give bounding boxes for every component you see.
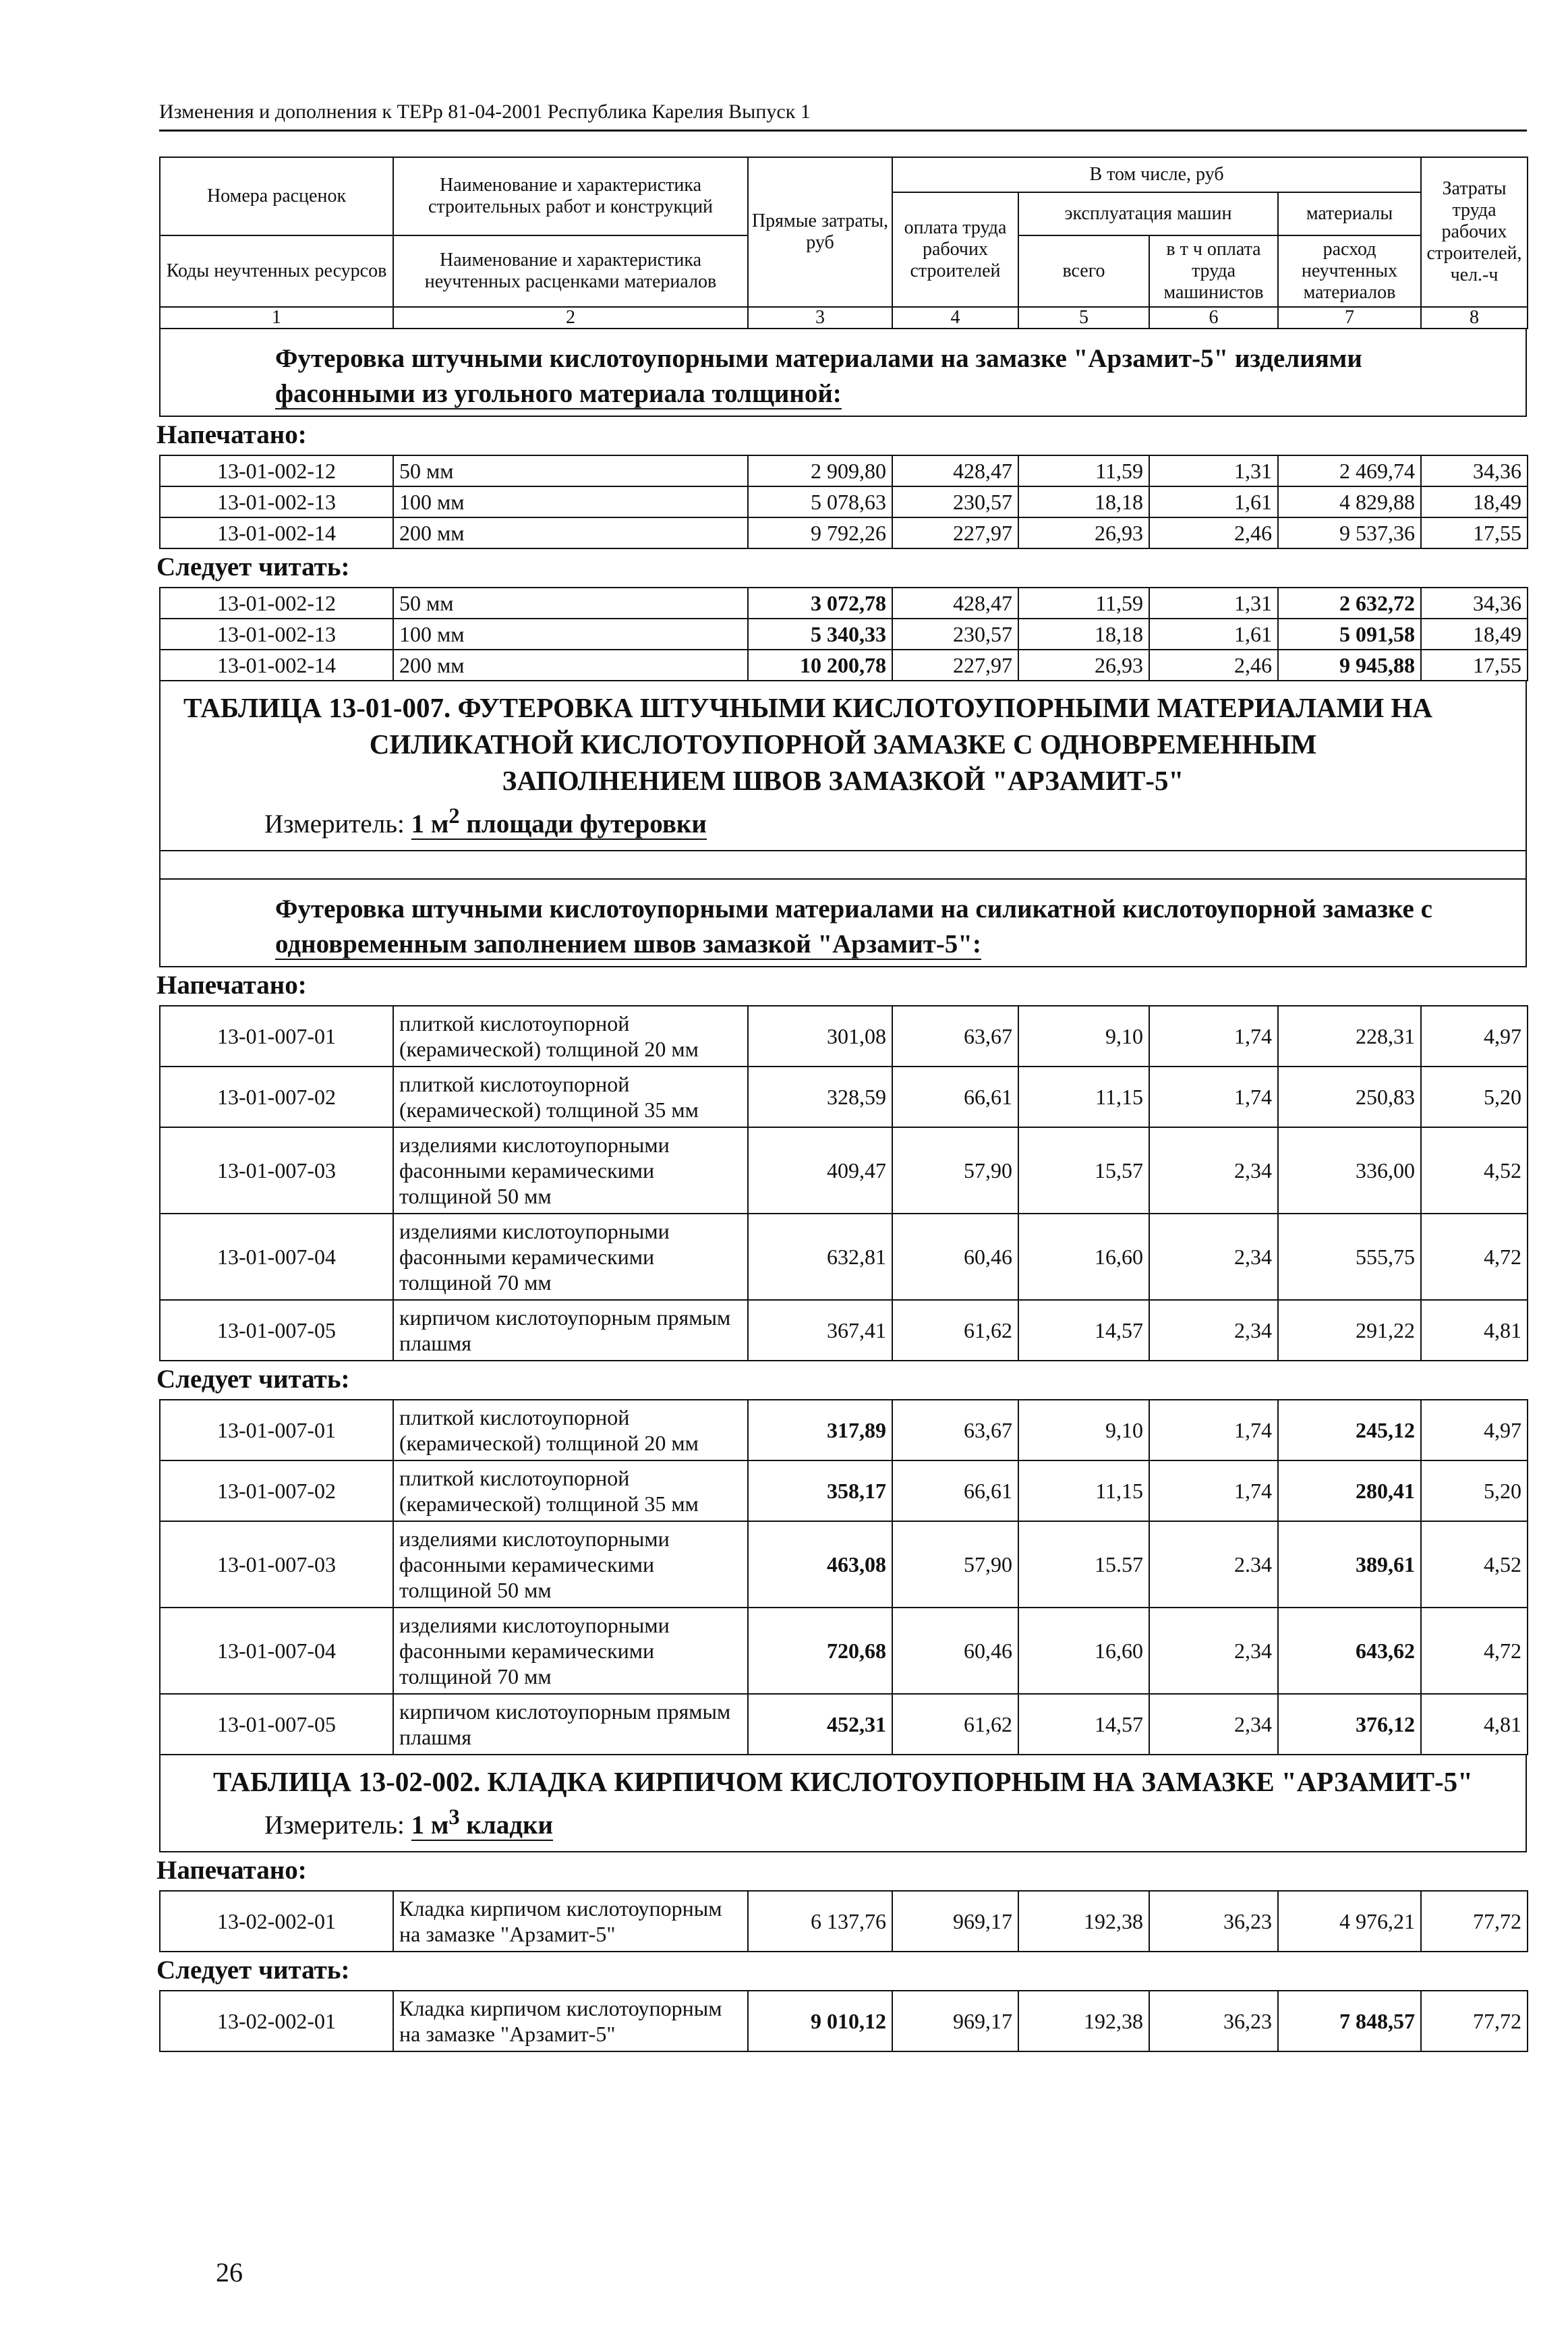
machinist-wages: 1,74 bbox=[1149, 1400, 1278, 1460]
rate-code: 13-01-002-14 bbox=[160, 650, 393, 681]
machine-total: 9,10 bbox=[1018, 1400, 1149, 1460]
spacer bbox=[159, 851, 1527, 878]
table-row bbox=[160, 517, 1528, 548]
worker-wages: 969,17 bbox=[892, 1991, 1018, 2051]
labor-hours: 4,81 bbox=[1421, 1694, 1528, 1755]
machinist-wages: 2,34 bbox=[1149, 1127, 1278, 1214]
machine-total: 14,57 bbox=[1018, 1300, 1149, 1361]
rates-table bbox=[159, 1005, 1528, 1361]
worker-wages: 66,61 bbox=[892, 1067, 1018, 1127]
table-title-line: СИЛИКАТНОЙ КИСЛОТОУПОРНОЙ ЗАМАЗКЕ С ОДНОВРЕМЕННЫМ bbox=[369, 729, 1317, 760]
machine-total: 192,38 bbox=[1018, 1891, 1149, 1952]
direct-costs: 632,81 bbox=[748, 1214, 892, 1300]
header-col-number: 8 bbox=[1421, 307, 1528, 329]
worker-wages: 428,47 bbox=[892, 455, 1018, 486]
materials-cost: 250,83 bbox=[1278, 1067, 1421, 1127]
read-as-label: Следует читать: bbox=[156, 1365, 350, 1394]
machine-total: 18,18 bbox=[1018, 619, 1149, 650]
machine-total: 11,59 bbox=[1018, 588, 1149, 619]
rates-table bbox=[159, 587, 1528, 681]
machinist-wages: 1,74 bbox=[1149, 1067, 1278, 1127]
work-description: изделиями кислотоупорными фасонными керамическими толщиной 70 мм bbox=[393, 1214, 748, 1300]
direct-costs: 6 137,76 bbox=[748, 1891, 892, 1952]
rate-code: 13-02-002-01 bbox=[160, 1991, 393, 2051]
machine-total: 15.57 bbox=[1018, 1521, 1149, 1608]
materials-cost: 280,41 bbox=[1278, 1460, 1421, 1521]
rates-table bbox=[159, 455, 1528, 549]
machinist-wages: 1,61 bbox=[1149, 619, 1278, 650]
direct-costs: 409,47 bbox=[748, 1127, 892, 1214]
direct-costs: 317,89 bbox=[748, 1400, 892, 1460]
header-machine-operation: эксплуатация машин bbox=[1018, 192, 1278, 235]
measure-suffix: кладки bbox=[466, 1811, 553, 1840]
header-worker-wages: оплата труда рабочих строителей bbox=[892, 192, 1018, 307]
materials-cost: 9 945,88 bbox=[1278, 650, 1421, 681]
header-col-number: 4 bbox=[892, 307, 1018, 329]
machine-total: 16,60 bbox=[1018, 1214, 1149, 1300]
labor-hours: 4,97 bbox=[1421, 1400, 1528, 1460]
rate-code: 13-02-002-01 bbox=[160, 1891, 393, 1952]
rate-code: 13-01-007-04 bbox=[160, 1214, 393, 1300]
rates-table bbox=[159, 1890, 1528, 1952]
machinist-wages: 2,46 bbox=[1149, 650, 1278, 681]
header-work-name: Наименование и характеристика строительных работ и конструкций bbox=[393, 157, 748, 235]
header-col-number: 7 bbox=[1278, 307, 1421, 329]
machine-total: 15,57 bbox=[1018, 1127, 1149, 1214]
materials-cost: 5 091,58 bbox=[1278, 619, 1421, 650]
labor-hours: 34,36 bbox=[1421, 588, 1528, 619]
machine-total: 26,93 bbox=[1018, 517, 1149, 548]
machine-total: 192,38 bbox=[1018, 1991, 1149, 2051]
rate-code: 13-01-007-01 bbox=[160, 1400, 393, 1460]
direct-costs: 9 010,12 bbox=[748, 1991, 892, 2051]
machine-total: 11,15 bbox=[1018, 1460, 1149, 1521]
worker-wages: 60,46 bbox=[892, 1608, 1018, 1694]
table-title-line: ТАБЛИЦА 13-02-002. КЛАДКА КИРПИЧОМ КИСЛОТОУПОРНЫМ НА ЗАМАЗКЕ "АРЗАМИТ-5" bbox=[213, 1766, 1473, 1797]
materials-cost: 336,00 bbox=[1278, 1127, 1421, 1214]
labor-hours: 17,55 bbox=[1421, 517, 1528, 548]
work-description: плиткой кислотоупорной (керамической) толщиной 35 мм bbox=[393, 1067, 748, 1127]
direct-costs: 9 792,26 bbox=[748, 517, 892, 548]
header-col-number: 3 bbox=[748, 307, 892, 329]
work-description: изделиями кислотоупорными фасонными керамическими толщиной 50 мм bbox=[393, 1127, 748, 1214]
column-header-table bbox=[159, 157, 1528, 329]
labor-hours: 34,36 bbox=[1421, 455, 1528, 486]
worker-wages: 61,62 bbox=[892, 1694, 1018, 1755]
measure-unit bbox=[167, 1800, 1519, 1843]
machinist-wages: 2,46 bbox=[1149, 517, 1278, 548]
document-page bbox=[156, 157, 1527, 2052]
materials-cost: 4 829,88 bbox=[1278, 486, 1421, 517]
table-title bbox=[167, 689, 1519, 799]
section-heading-line: Футеровка штучными кислотоупорными материалами на замазке "Арзамит-5" изделиями bbox=[275, 344, 1362, 373]
measure-sup: 2 bbox=[448, 804, 460, 828]
machine-total: 11,59 bbox=[1018, 455, 1149, 486]
rate-code: 13-01-007-03 bbox=[160, 1127, 393, 1214]
direct-costs: 358,17 bbox=[748, 1460, 892, 1521]
worker-wages: 60,46 bbox=[892, 1214, 1018, 1300]
work-description: плиткой кислотоупорной (керамической) толщиной 35 мм bbox=[393, 1460, 748, 1521]
labor-hours: 4,97 bbox=[1421, 1006, 1528, 1067]
table-row bbox=[160, 1694, 1528, 1755]
table-row bbox=[160, 1067, 1528, 1127]
rate-code: 13-01-007-02 bbox=[160, 1460, 393, 1521]
direct-costs: 2 909,80 bbox=[748, 455, 892, 486]
direct-costs: 463,08 bbox=[748, 1521, 892, 1608]
header-col-number: 1 bbox=[160, 307, 393, 329]
measure-prefix: Измеритель: bbox=[264, 810, 405, 839]
printed-label: Напечатано: bbox=[156, 420, 307, 449]
table-title-block bbox=[159, 1755, 1527, 1852]
machine-total: 14,57 bbox=[1018, 1694, 1149, 1755]
table-row bbox=[160, 1400, 1528, 1460]
materials-cost: 555,75 bbox=[1278, 1214, 1421, 1300]
work-description: плиткой кислотоупорной (керамической) толщиной 20 мм bbox=[393, 1400, 748, 1460]
header-machinist-wages: в т ч оплата труда машинистов bbox=[1149, 235, 1278, 307]
work-description: 100 мм bbox=[393, 486, 748, 517]
work-description: Кладка кирпичом кислотоупорным на замазке "Арзамит-5" bbox=[393, 1891, 748, 1952]
rate-code: 13-01-002-12 bbox=[160, 455, 393, 486]
labor-hours: 4,72 bbox=[1421, 1608, 1528, 1694]
header-labor-hours: Затраты труда рабочих строителей, чел.-ч bbox=[1421, 157, 1528, 307]
section-heading-line: одновременным заполнением швов замазкой "Арзамит-5": bbox=[275, 930, 981, 959]
labor-hours: 4,81 bbox=[1421, 1300, 1528, 1361]
work-description: 200 мм bbox=[393, 517, 748, 548]
machinist-wages: 2,34 bbox=[1149, 1694, 1278, 1755]
direct-costs: 301,08 bbox=[748, 1006, 892, 1067]
worker-wages: 66,61 bbox=[892, 1460, 1018, 1521]
labor-hours: 77,72 bbox=[1421, 1891, 1528, 1952]
work-description: кирпичом кислотоупорным прямым плашмя bbox=[393, 1300, 748, 1361]
worker-wages: 227,97 bbox=[892, 517, 1018, 548]
page-number: 26 bbox=[216, 2257, 243, 2288]
worker-wages: 230,57 bbox=[892, 486, 1018, 517]
worker-wages: 227,97 bbox=[892, 650, 1018, 681]
table-row bbox=[160, 486, 1528, 517]
work-description: 50 мм bbox=[393, 588, 748, 619]
work-description: плиткой кислотоупорной (керамической) толщиной 20 мм bbox=[393, 1006, 748, 1067]
machinist-wages: 2.34 bbox=[1149, 1521, 1278, 1608]
machine-total: 11,15 bbox=[1018, 1067, 1149, 1127]
header-resource-codes: Коды неучтенных ресурсов bbox=[160, 235, 393, 307]
materials-cost: 9 537,36 bbox=[1278, 517, 1421, 548]
header-col-number: 2 bbox=[393, 307, 748, 329]
rates-table bbox=[159, 1399, 1528, 1755]
work-description: 200 мм bbox=[393, 650, 748, 681]
measure-unit bbox=[167, 799, 1519, 842]
direct-costs: 452,31 bbox=[748, 1694, 892, 1755]
rate-code: 13-01-007-05 bbox=[160, 1694, 393, 1755]
direct-costs: 328,59 bbox=[748, 1067, 892, 1127]
materials-cost: 7 848,57 bbox=[1278, 1991, 1421, 2051]
table-title-line: ТАБЛИЦА 13-01-007. ФУТЕРОВКА ШТУЧНЫМИ КИСЛОТОУПОРНЫМИ МАТЕРИАЛАМИ НА bbox=[183, 692, 1432, 723]
table-row bbox=[160, 1608, 1528, 1694]
header-materials: материалы bbox=[1278, 192, 1421, 235]
table-title-line: ЗАПОЛНЕНИЕМ ШВОВ ЗАМАЗКОЙ "АРЗАМИТ-5" bbox=[502, 765, 1184, 796]
work-description: кирпичом кислотоупорным прямым плашмя bbox=[393, 1694, 748, 1755]
header-material-name: Наименование и характеристика неучтенных расценками материалов bbox=[393, 235, 748, 307]
header-col-number: 6 bbox=[1149, 307, 1278, 329]
rate-code: 13-01-007-02 bbox=[160, 1067, 393, 1127]
machine-total: 26,93 bbox=[1018, 650, 1149, 681]
table-row bbox=[160, 1300, 1528, 1361]
measure-value: 1 м bbox=[411, 810, 449, 839]
machinist-wages: 2,34 bbox=[1149, 1214, 1278, 1300]
section-heading bbox=[159, 878, 1527, 967]
materials-cost: 376,12 bbox=[1278, 1694, 1421, 1755]
labor-hours: 77,72 bbox=[1421, 1991, 1528, 2051]
worker-wages: 428,47 bbox=[892, 588, 1018, 619]
rate-code: 13-01-007-04 bbox=[160, 1608, 393, 1694]
machinist-wages: 1,74 bbox=[1149, 1460, 1278, 1521]
rate-code: 13-01-002-13 bbox=[160, 486, 393, 517]
direct-costs: 5 078,63 bbox=[748, 486, 892, 517]
machinist-wages: 1,61 bbox=[1149, 486, 1278, 517]
machine-total: 16,60 bbox=[1018, 1608, 1149, 1694]
work-description: изделиями кислотоупорными фасонными керамическими толщиной 50 мм bbox=[393, 1521, 748, 1608]
measure-value: 1 м bbox=[411, 1811, 449, 1840]
worker-wages: 57,90 bbox=[892, 1127, 1018, 1214]
materials-cost: 643,62 bbox=[1278, 1608, 1421, 1694]
direct-costs: 10 200,78 bbox=[748, 650, 892, 681]
materials-cost: 4 976,21 bbox=[1278, 1891, 1421, 1952]
table-title-block bbox=[159, 681, 1527, 851]
materials-cost: 245,12 bbox=[1278, 1400, 1421, 1460]
materials-cost: 2 469,74 bbox=[1278, 455, 1421, 486]
machinist-wages: 36,23 bbox=[1149, 1891, 1278, 1952]
machinist-wages: 1,74 bbox=[1149, 1006, 1278, 1067]
materials-cost: 2 632,72 bbox=[1278, 588, 1421, 619]
rates-table bbox=[159, 1990, 1528, 2052]
labor-hours: 4,52 bbox=[1421, 1521, 1528, 1608]
direct-costs: 3 072,78 bbox=[748, 588, 892, 619]
machinist-wages: 36,23 bbox=[1149, 1991, 1278, 2051]
work-description: изделиями кислотоупорными фасонными керамическими толщиной 70 мм bbox=[393, 1608, 748, 1694]
table-row bbox=[160, 1460, 1528, 1521]
header-material-consumption: расход неучтенных материалов bbox=[1278, 235, 1421, 307]
labor-hours: 5,20 bbox=[1421, 1067, 1528, 1127]
section-heading-line: Футеровка штучными кислотоупорными материалами на силикатной кислотоупорной замазке с bbox=[275, 895, 1432, 924]
worker-wages: 63,67 bbox=[892, 1400, 1018, 1460]
table-row bbox=[160, 1006, 1528, 1067]
rate-code: 13-01-002-12 bbox=[160, 588, 393, 619]
work-description: Кладка кирпичом кислотоупорным на замазке "Арзамит-5" bbox=[393, 1991, 748, 2051]
read-as-label: Следует читать: bbox=[156, 1956, 350, 1985]
table-row bbox=[160, 455, 1528, 486]
table-row bbox=[160, 588, 1528, 619]
direct-costs: 5 340,33 bbox=[748, 619, 892, 650]
machine-total: 9,10 bbox=[1018, 1006, 1149, 1067]
labor-hours: 4,72 bbox=[1421, 1214, 1528, 1300]
machinist-wages: 1,31 bbox=[1149, 588, 1278, 619]
table-row bbox=[160, 1214, 1528, 1300]
rate-code: 13-01-002-14 bbox=[160, 517, 393, 548]
labor-hours: 5,20 bbox=[1421, 1460, 1528, 1521]
worker-wages: 63,67 bbox=[892, 1006, 1018, 1067]
measure-prefix: Измеритель: bbox=[264, 1811, 405, 1840]
table-row bbox=[160, 1991, 1528, 2051]
materials-cost: 228,31 bbox=[1278, 1006, 1421, 1067]
worker-wages: 230,57 bbox=[892, 619, 1018, 650]
table-title bbox=[167, 1763, 1519, 1800]
machine-total: 18,18 bbox=[1018, 486, 1149, 517]
direct-costs: 367,41 bbox=[748, 1300, 892, 1361]
machinist-wages: 1,31 bbox=[1149, 455, 1278, 486]
header-direct-costs: Прямые затраты, руб bbox=[748, 157, 892, 307]
machinist-wages: 2,34 bbox=[1149, 1608, 1278, 1694]
rate-code: 13-01-007-01 bbox=[160, 1006, 393, 1067]
measure-suffix: площади футеровки bbox=[466, 810, 707, 839]
printed-label: Напечатано: bbox=[156, 971, 307, 1000]
labor-hours: 17,55 bbox=[1421, 650, 1528, 681]
work-description: 50 мм bbox=[393, 455, 748, 486]
rate-code: 13-01-007-05 bbox=[160, 1300, 393, 1361]
measure-sup: 3 bbox=[448, 1805, 460, 1829]
worker-wages: 57,90 bbox=[892, 1521, 1018, 1608]
rate-code: 13-01-002-13 bbox=[160, 619, 393, 650]
materials-cost: 389,61 bbox=[1278, 1521, 1421, 1608]
labor-hours: 18,49 bbox=[1421, 486, 1528, 517]
worker-wages: 969,17 bbox=[892, 1891, 1018, 1952]
read-as-label: Следует читать: bbox=[156, 552, 350, 581]
header-machine-total: всего bbox=[1018, 235, 1149, 307]
table-row bbox=[160, 1891, 1528, 1952]
table-row bbox=[160, 1127, 1528, 1214]
table-row bbox=[160, 1521, 1528, 1608]
rate-code: 13-01-007-03 bbox=[160, 1521, 393, 1608]
section-heading bbox=[159, 329, 1527, 417]
header-including-group: В том числе, руб bbox=[892, 157, 1421, 192]
work-description: 100 мм bbox=[393, 619, 748, 650]
worker-wages: 61,62 bbox=[892, 1300, 1018, 1361]
section-heading-line: фасонными из угольного материала толщиной: bbox=[275, 379, 842, 408]
running-header: Изменения и дополнения к ТЕРр 81-04-2001 Республика Карелия Выпуск 1 bbox=[159, 98, 1527, 132]
direct-costs: 720,68 bbox=[748, 1608, 892, 1694]
table-row bbox=[160, 650, 1528, 681]
header-rate-numbers: Номера расценок bbox=[160, 157, 393, 235]
labor-hours: 18,49 bbox=[1421, 619, 1528, 650]
table-row bbox=[160, 619, 1528, 650]
materials-cost: 291,22 bbox=[1278, 1300, 1421, 1361]
machinist-wages: 2,34 bbox=[1149, 1300, 1278, 1361]
header-col-number: 5 bbox=[1018, 307, 1149, 329]
printed-label: Напечатано: bbox=[156, 1856, 307, 1885]
labor-hours: 4,52 bbox=[1421, 1127, 1528, 1214]
